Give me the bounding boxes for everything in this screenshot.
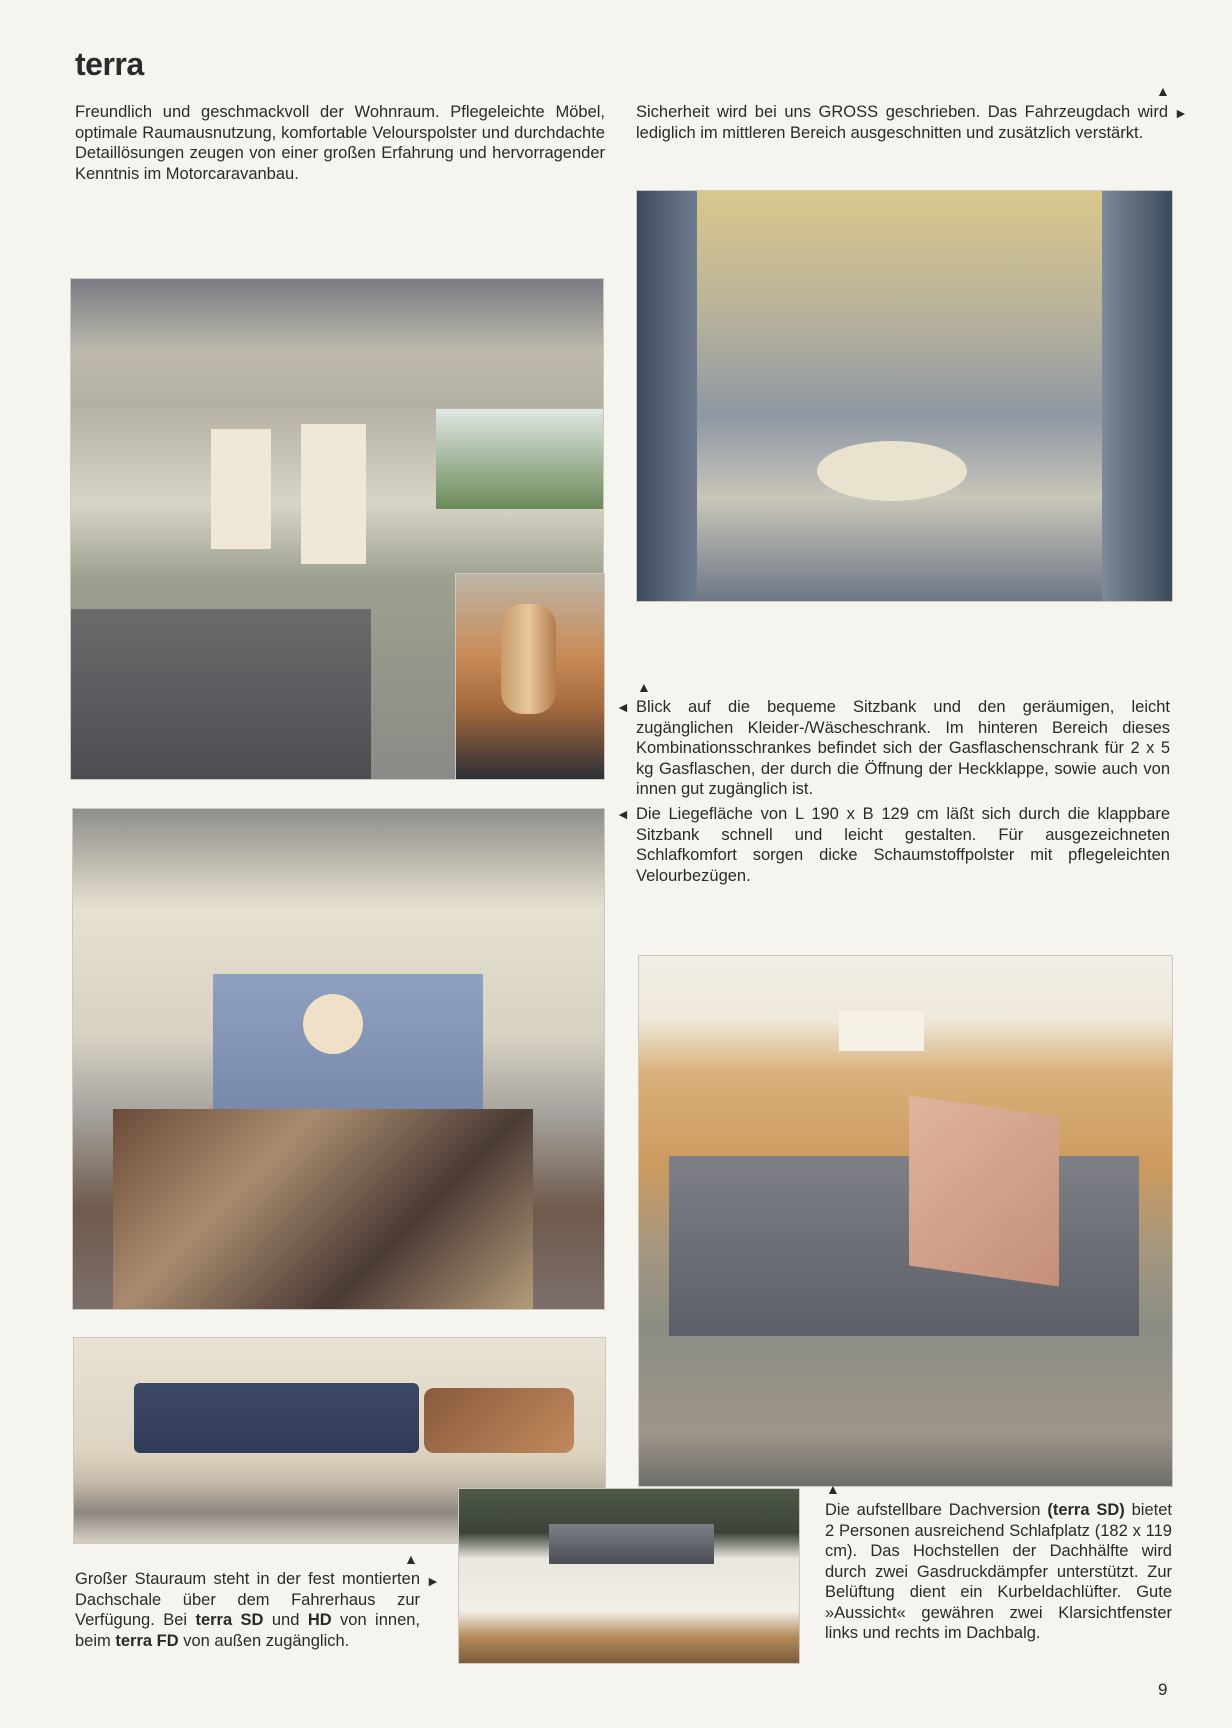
arrow-left-icon: ◄ bbox=[616, 699, 630, 715]
caption-safety: Sicherheit wird bei uns GROSS geschrieben. Das Fahrzeugdach wird lediglich im mittleren Bereich ausgeschnitten und zusätzlich verstärkt. bbox=[636, 103, 1168, 142]
caption-storage bbox=[75, 1569, 420, 1651]
arrow-up-icon: ▲ bbox=[637, 679, 651, 695]
caption-storage-text: und bbox=[263, 1611, 308, 1629]
page-title: terra bbox=[75, 46, 144, 82]
caption-bench: Blick auf die bequeme Sitzbank und den geräumigen, leicht zugänglichen Kleider-/Wäscheschrank. Im hinteren Bereich dieses Kombinationsschrankes befindet sich der Gasflaschenschrank für 2 x 5 kg Gasflaschen, der durch die Öffnung der Heckklappe, sowie auch von innen gut zugänglich ist. bbox=[636, 698, 1170, 798]
arrow-up-icon: ▲ bbox=[404, 1551, 418, 1567]
intro-paragraph: Freundlich und geschmackvoll der Wohnraum. Pflegeleichte Möbel, optimale Raumausnutzung, komfortable Velourspolster und durchdachte Detaillösungen zeugen von einer großen Erfahrung und hervorragender Kenntnis im Motorcaravanbau. bbox=[75, 103, 605, 183]
photo-family-dining bbox=[636, 190, 1173, 602]
arrow-left-icon: ◄ bbox=[616, 806, 630, 822]
arrow-right-icon: ► bbox=[1174, 105, 1188, 121]
caption-roof bbox=[825, 1500, 1172, 1644]
model-hd: HD bbox=[307, 1611, 332, 1629]
photo-gas-cabinet bbox=[455, 573, 605, 780]
caption-storage-text: von außen zugänglich. bbox=[178, 1631, 350, 1650]
caption-roof-text: Die aufstellbare Dachversion bbox=[825, 1501, 1048, 1519]
photo-bed bbox=[72, 808, 605, 1310]
page-number: 9 bbox=[1158, 1680, 1168, 1699]
caption-storage-text: Großer Stauraum steht in der fest montierten Dachschale über dem Fahrerhaus zur Verfügung. Bei bbox=[75, 1570, 420, 1629]
model-terra-fd: terra FD bbox=[115, 1631, 179, 1650]
caption-roof-text: bietet 2 Personen ausreichend Schlafplatz (182 x 119 cm). Das Hochstellen der Dachhälfte wird durch zwei Gasdruckdämpfer unterstützt. Zur Belüftung dient ein Kurbeldachlüfter. Gute »Aussicht« gewähren zwei Klarsichtfenster links und rechts im Dachbalg. bbox=[825, 1501, 1172, 1642]
model-terra-sd: terra SD bbox=[195, 1611, 264, 1629]
arrow-up-icon: ▲ bbox=[826, 1481, 840, 1497]
caption-storage-text: von innen, beim bbox=[75, 1611, 421, 1650]
caption-bed: Die Liegefläche von L 190 x B 129 cm läßt sich durch die klappbare Sitzbank schnell und leicht gestalten. Für ausgezeichneten Schlafkomfort sorgen dicke Schaumstoffpolster mit pflegeleichten Velourbezügen. bbox=[636, 805, 1170, 885]
arrow-up-icon: ▲ bbox=[1156, 83, 1170, 99]
arrow-right-icon: ► bbox=[426, 1573, 440, 1589]
photo-roof-bed bbox=[638, 955, 1173, 1487]
photo-roof-exterior bbox=[458, 1488, 800, 1664]
model-terra-sd: (terra SD) bbox=[1047, 1501, 1125, 1519]
